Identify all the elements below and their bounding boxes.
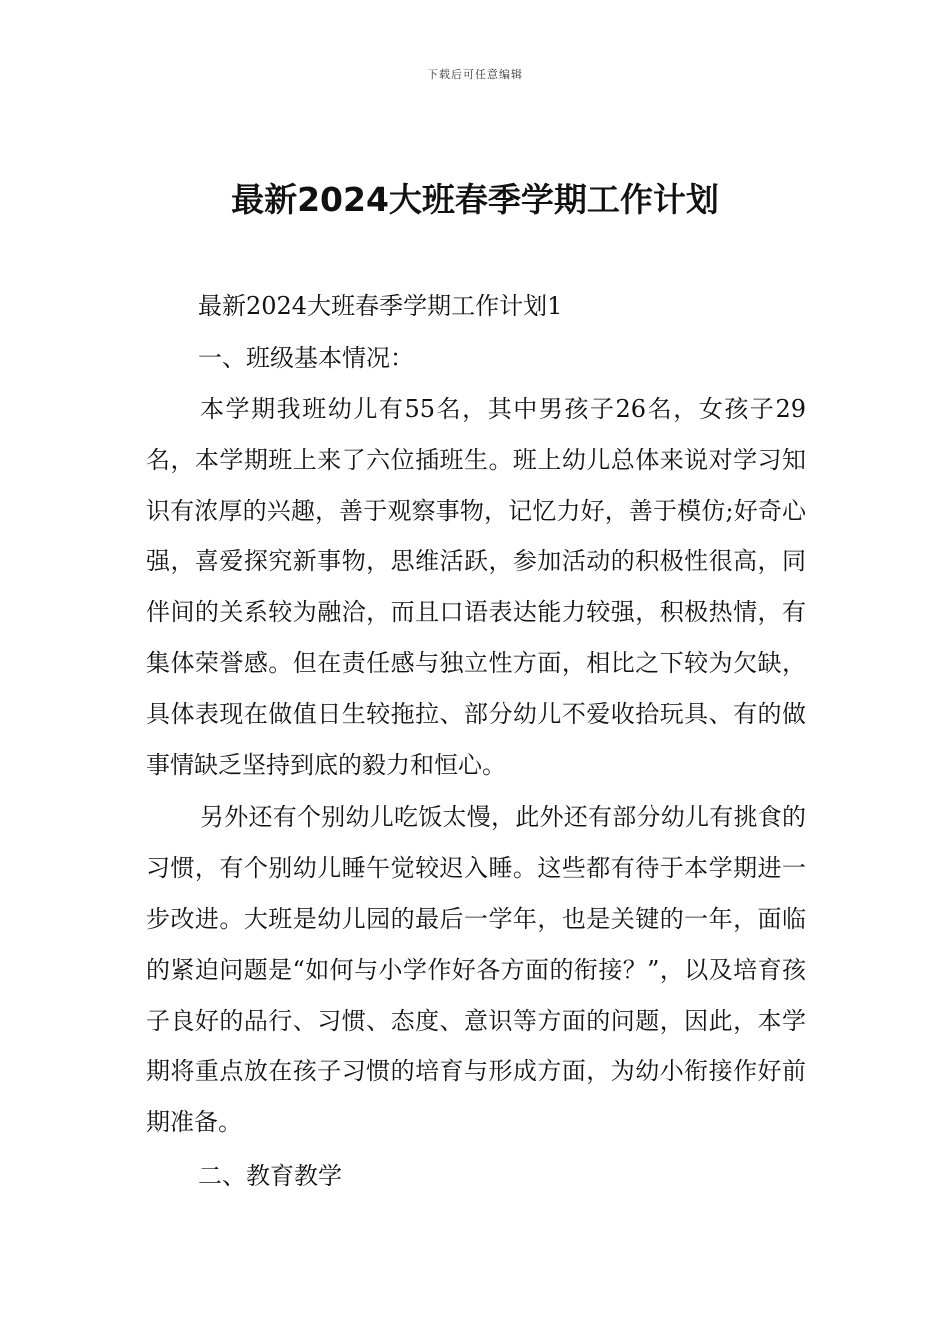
paragraph: 本学期我班幼儿有55名，其中男孩子26名，女孩子29名，本学期班上来了六位插班生。班上幼儿总体来说对学习知识有浓厚的兴趣，善于观察事物，记忆力好，善于模仿;好奇心强，喜爱探究新事物，思维活跃，参加活动的积极性很高，同伴间的关系较为融洽，而且口语表达能力较强，积极热情，有集体荣誉感。但在责任感与独立性方面，相比之下较为欠缺，具体表现在做值日生较拖拉、部分幼儿不爱收拾玩具、有的做事情缺乏坚持到底的毅力和恒心。 bbox=[146, 395, 806, 779]
paragraph: 另外还有个别幼儿吃饭太慢，此外还有部分幼儿有挑食的习惯，有个别幼儿睡午觉较迟入睡。这些都有待于本学期进一步改进。大班是幼儿园的最后一学年，也是关键的一年，面临的紧迫问题是“如何与小学作好各方面的衔接？”，以及培育孩子良好的品行、习惯、态度、意识等方面的问题，因此，本学期将重点放在孩子习惯的培育与形成方面，为幼小衔接作好前期准备。 bbox=[146, 803, 806, 1137]
section-heading-1: 一、班级基本情况： bbox=[198, 344, 414, 372]
document-subtitle: 最新2024大班春季学期工作计划1 bbox=[198, 292, 563, 320]
section-heading-2: 二、教育教学 bbox=[198, 1161, 342, 1190]
document-title: 最新2024大班春季学期工作计划 bbox=[231, 180, 719, 219]
header-note: 下载后可任意编辑 bbox=[427, 68, 523, 81]
document-body bbox=[146, 280, 806, 1202]
